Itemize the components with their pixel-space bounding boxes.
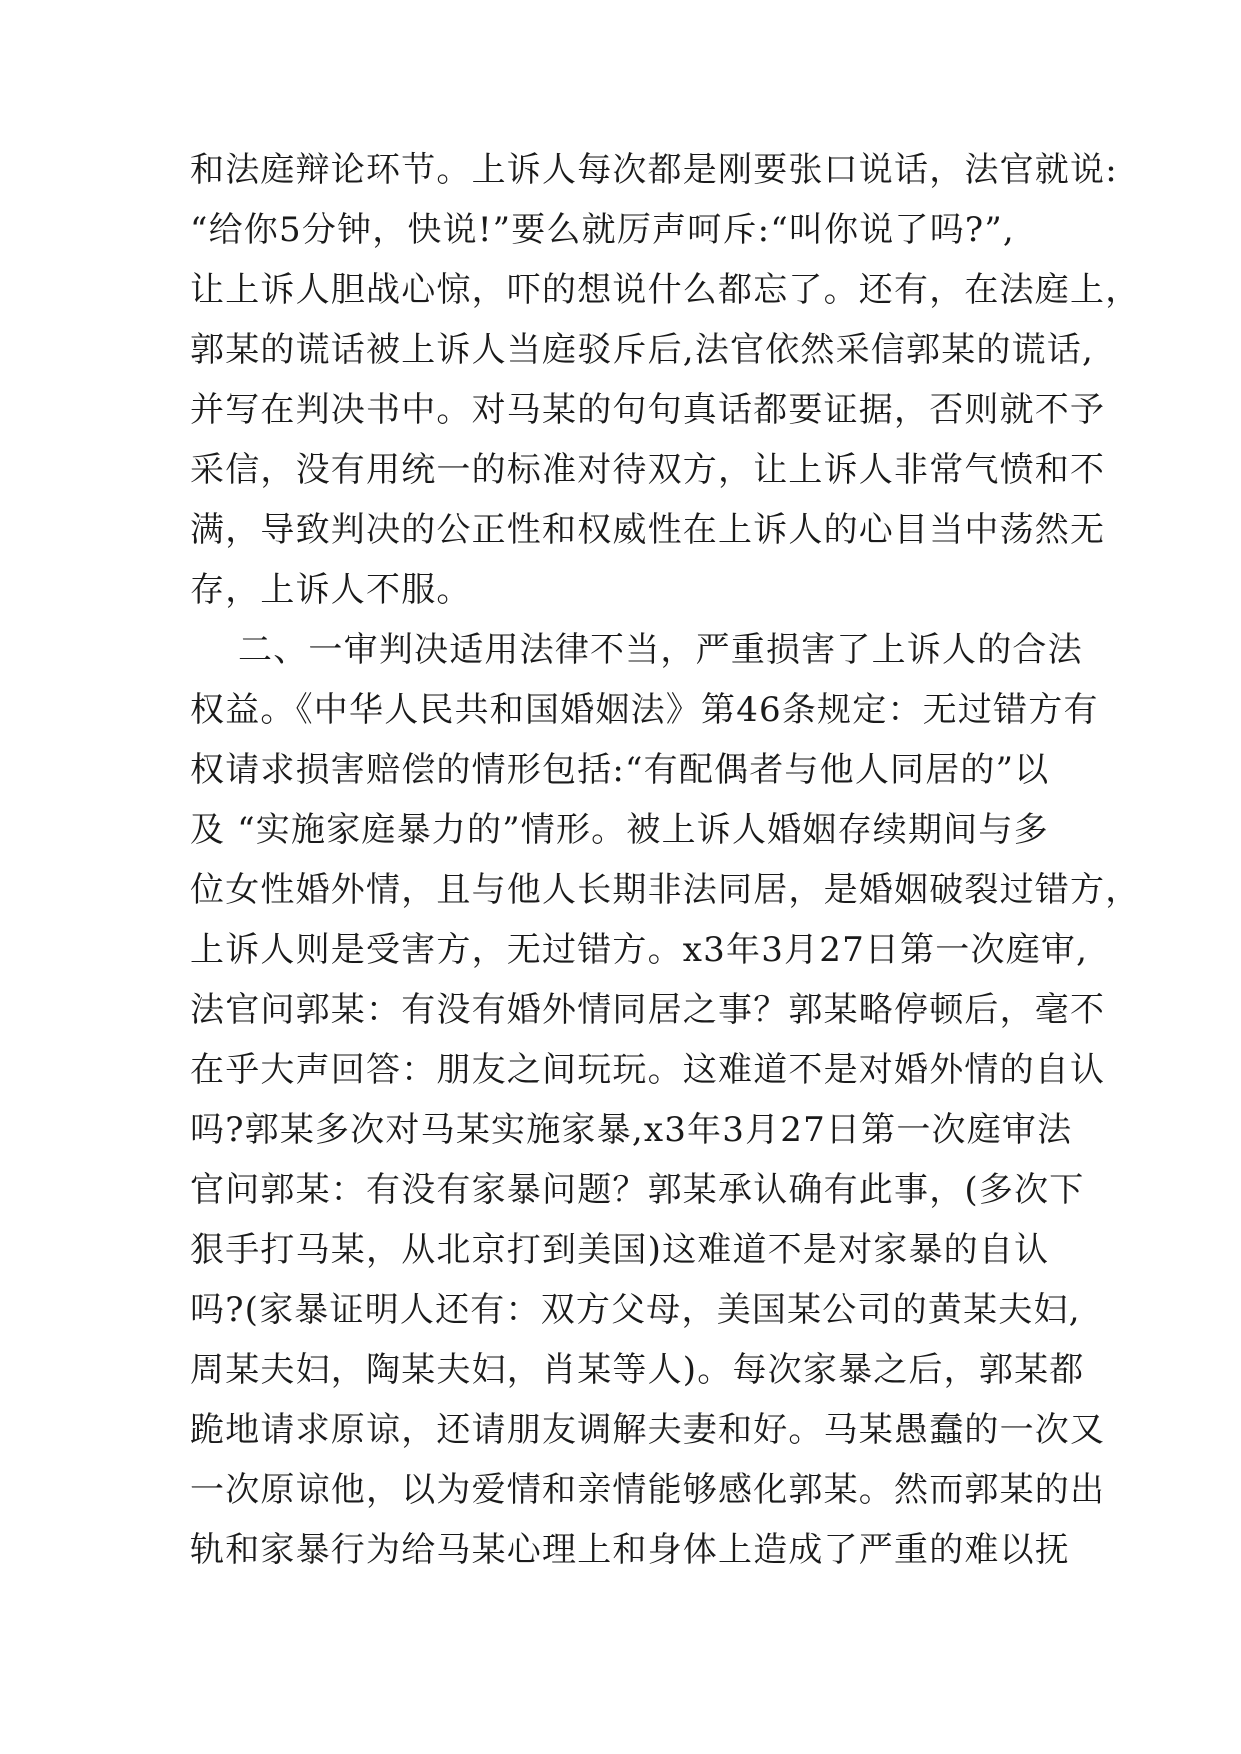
text-line: 跪地请求原谅，还请朋友调解夫妻和好。马某愚蠢的一次又 <box>190 1410 1106 1450</box>
text-line: 存，上诉人不服。 <box>190 570 472 610</box>
text-line: 及 “实施家庭暴力的”情形。被上诉人婚姻存续期间与多 <box>190 810 1049 850</box>
text-line: 二、一审判决适用法律不当，严重损害了上诉人的合法 <box>190 630 1083 670</box>
text-line: 上诉人则是受害方，无过错方。x3年3月27日第一次庭审, <box>190 930 1089 970</box>
text-line: 郭某的谎话被上诉人当庭驳斥后,法官依然采信郭某的谎话, <box>190 330 1095 370</box>
text-line: 采信，没有用统一的标准对待双方，让上诉人非常气愤和不 <box>190 450 1106 490</box>
body-text <box>190 140 1141 1580</box>
text-line: 位女性婚外情，且与他人长期非法同居，是婚姻破裂过错方， <box>190 870 1141 910</box>
text-line: 吗?(家暴证明人还有：双方父母，美国某公司的黄某夫妇, <box>190 1290 1081 1330</box>
text-line: 官问郭某：有没有家暴问题？郭某承认确有此事，(多次下 <box>190 1170 1085 1210</box>
text-line: 满，导致判决的公正性和权威性在上诉人的心目当中荡然无 <box>190 510 1106 550</box>
text-line: 一次原谅他，以为爱情和亲情能够感化郭某。然而郭某的出 <box>190 1470 1106 1510</box>
text-line: 和法庭辩论环节。上诉人每次都是刚要张口说话，法官就说: <box>190 150 1118 190</box>
text-line: 吗?郭某多次对马某实施家暴,x3年3月27日第一次庭审法 <box>190 1110 1073 1150</box>
text-line: 权请求损害赔偿的情形包括:“有配偶者与他人同居的”以 <box>190 750 1050 790</box>
text-line: “给你5分钟，快说!”要么就厉声呵斥:“叫你说了吗?”, <box>190 210 1015 250</box>
text-line: 权益。《中华人民共和国婚姻法》第46条规定：无过错方有 <box>190 690 1099 730</box>
text-line: 周某夫妇，陶某夫妇，肖某等人)。每次家暴之后，郭某都 <box>190 1350 1085 1390</box>
text-line: 在乎大声回答：朋友之间玩玩。这难道不是对婚外情的自认 <box>190 1050 1106 1090</box>
text-line: 并写在判决书中。对马某的句句真话都要证据，否则就不予 <box>190 390 1106 430</box>
text-line: 狠手打马某，从北京打到美国)这难道不是对家暴的自认 <box>190 1230 1050 1270</box>
text-line: 法官问郭某：有没有婚外情同居之事？郭某略停顿后，毫不 <box>190 990 1106 1030</box>
text-line: 轨和家暴行为给马某心理上和身体上造成了严重的难以抚 <box>190 1530 1070 1570</box>
text-line: 让上诉人胆战心惊，吓的想说什么都忘了。还有，在法庭上， <box>190 270 1141 310</box>
